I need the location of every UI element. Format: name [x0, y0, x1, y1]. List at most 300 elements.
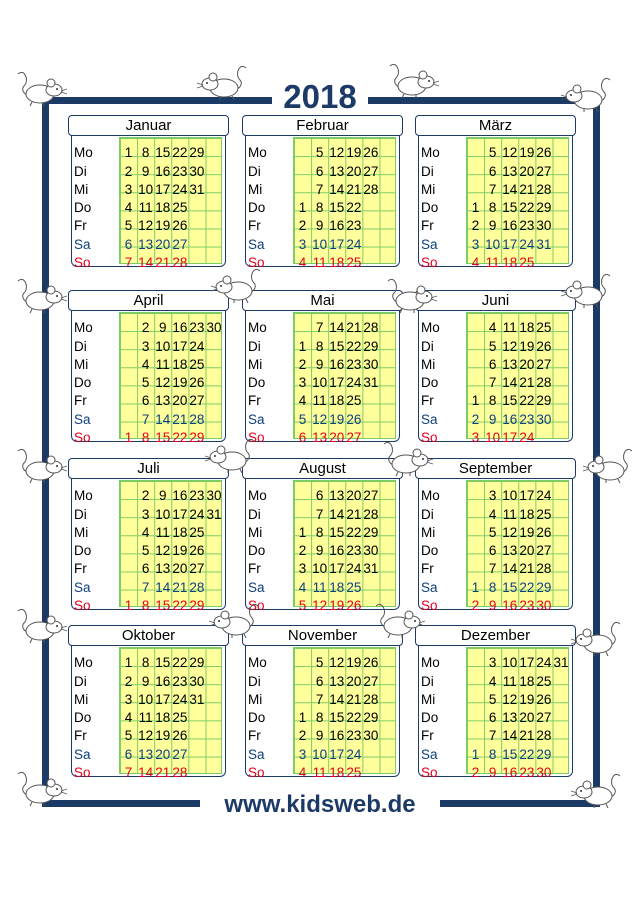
date-cell: 16 — [329, 728, 345, 743]
month-3 — [418, 117, 573, 270]
date-cell: 16 — [502, 218, 518, 233]
date-cell: 12 — [312, 412, 328, 427]
day-name: Sa — [248, 412, 265, 427]
date-cell: 21 — [346, 320, 362, 335]
date-cell: 17 — [502, 430, 518, 445]
date-cell: 18 — [155, 200, 171, 215]
date-cell: 4 — [141, 357, 150, 372]
mouse-icon — [372, 600, 426, 640]
date-cell: 9 — [315, 728, 324, 743]
date-cell: 6 — [488, 357, 497, 372]
date-cell: 29 — [363, 339, 379, 354]
month-7 — [71, 460, 226, 613]
date-cell: 16 — [155, 164, 171, 179]
date-cell: 7 — [141, 580, 150, 595]
day-name: Mo — [248, 488, 267, 503]
date-cell: 13 — [329, 488, 345, 503]
day-name: Di — [74, 674, 87, 689]
week-row — [248, 319, 400, 337]
month-name: Mai — [242, 290, 403, 311]
date-cell: 5 — [298, 598, 307, 613]
date-cell: 27 — [346, 430, 362, 445]
date-cell: 26 — [172, 728, 188, 743]
day-name: Do — [421, 200, 439, 215]
month-10 — [71, 627, 226, 780]
date-cell: 31 — [189, 692, 205, 707]
week-row — [248, 506, 400, 524]
date-cell: 12 — [155, 543, 171, 558]
date-cell: 15 — [329, 339, 345, 354]
date-cell: 24 — [536, 655, 552, 670]
date-cell: 22 — [519, 200, 535, 215]
date-cell: 9 — [315, 218, 324, 233]
date-cell: 19 — [519, 525, 535, 540]
date-cell: 28 — [363, 182, 379, 197]
mouse-icon — [386, 60, 440, 100]
date-cell: 7 — [315, 507, 324, 522]
week-row — [248, 560, 400, 578]
date-cell: 22 — [346, 710, 362, 725]
date-cell: 4 — [141, 525, 150, 540]
date-cell: 8 — [315, 200, 324, 215]
date-cell: 11 — [312, 255, 327, 270]
date-cell: 3 — [471, 237, 480, 252]
week-row — [248, 181, 400, 199]
date-cell: 1 — [298, 200, 307, 215]
day-name: So — [248, 765, 265, 780]
date-cell: 4 — [488, 507, 497, 522]
month-name: September — [415, 458, 576, 479]
day-name: Do — [421, 710, 439, 725]
date-cell: 20 — [519, 164, 535, 179]
week-row — [421, 392, 573, 410]
week-row — [74, 560, 226, 578]
month-name: März — [415, 115, 576, 136]
date-cell: 27 — [363, 488, 379, 503]
date-cell: 10 — [312, 375, 328, 390]
day-name: So — [248, 598, 265, 613]
date-cell: 3 — [298, 561, 307, 576]
day-name: Mi — [74, 182, 89, 197]
day-name: Fr — [421, 561, 434, 576]
date-cell: 3 — [298, 375, 307, 390]
date-cell: 23 — [172, 674, 188, 689]
day-name: So — [74, 255, 91, 270]
date-cell: 27 — [536, 164, 552, 179]
day-name: Fr — [248, 728, 261, 743]
date-cell: 14 — [138, 255, 154, 270]
date-cell: 8 — [315, 710, 324, 725]
date-cell: 7 — [488, 182, 497, 197]
date-cell: 3 — [488, 655, 497, 670]
mouse-icon — [384, 275, 438, 315]
date-cell: 15 — [329, 525, 345, 540]
mouse-icon — [582, 445, 636, 485]
date-cell: 6 — [315, 674, 324, 689]
day-name: Sa — [74, 580, 91, 595]
day-name: Mi — [248, 525, 263, 540]
date-cell: 21 — [346, 692, 362, 707]
week-row — [74, 673, 226, 691]
date-cell: 8 — [141, 655, 150, 670]
date-cell: 11 — [502, 507, 517, 522]
date-cell: 5 — [124, 728, 133, 743]
week-row — [74, 319, 226, 337]
day-name: Mo — [74, 488, 93, 503]
month-name: August — [242, 458, 403, 479]
date-cell: 10 — [502, 488, 518, 503]
date-cell: 21 — [155, 765, 171, 780]
date-cell: 16 — [329, 543, 345, 558]
date-cell: 1 — [471, 747, 480, 762]
date-cell: 20 — [519, 357, 535, 372]
date-cell: 16 — [329, 218, 345, 233]
date-cell: 27 — [536, 543, 552, 558]
date-cell: 31 — [206, 507, 222, 522]
day-name: Mo — [421, 655, 440, 670]
date-cell: 6 — [141, 393, 150, 408]
week-row — [74, 199, 226, 217]
date-cell: 4 — [124, 710, 133, 725]
date-cell: 16 — [155, 674, 171, 689]
date-cell: 19 — [155, 218, 171, 233]
date-cell: 28 — [189, 412, 205, 427]
week-row — [421, 524, 573, 542]
date-cell: 28 — [536, 375, 552, 390]
date-cell: 30 — [536, 218, 552, 233]
week-row — [248, 524, 400, 542]
date-cell: 27 — [172, 237, 188, 252]
date-cell: 29 — [536, 200, 552, 215]
date-cell: 25 — [346, 255, 362, 270]
date-cell: 10 — [138, 692, 154, 707]
day-name: Fr — [248, 561, 261, 576]
date-cell: 19 — [519, 339, 535, 354]
date-cell: 8 — [315, 525, 324, 540]
day-name: Sa — [248, 747, 265, 762]
date-cell: 13 — [155, 561, 171, 576]
week-row — [421, 487, 573, 505]
date-cell: 12 — [502, 525, 518, 540]
date-cell: 11 — [138, 710, 153, 725]
week-row — [74, 746, 226, 764]
week-row — [248, 709, 400, 727]
day-name: Do — [421, 375, 439, 390]
date-cell: 7 — [315, 692, 324, 707]
day-name: Di — [248, 507, 261, 522]
day-name: Sa — [248, 580, 265, 595]
date-cell: 30 — [206, 320, 222, 335]
date-cell: 26 — [172, 218, 188, 233]
week-row — [248, 746, 400, 764]
date-cell: 1 — [298, 525, 307, 540]
week-row — [74, 144, 226, 162]
date-cell: 15 — [329, 710, 345, 725]
date-cell: 17 — [172, 507, 188, 522]
week-row — [421, 319, 573, 337]
date-cell: 28 — [363, 507, 379, 522]
date-cell: 6 — [315, 488, 324, 503]
date-cell: 20 — [155, 237, 171, 252]
date-cell: 27 — [536, 357, 552, 372]
day-name: Mo — [74, 145, 93, 160]
date-cell: 9 — [488, 412, 497, 427]
date-cell: 25 — [536, 674, 552, 689]
date-cell: 10 — [502, 655, 518, 670]
date-cell: 28 — [363, 692, 379, 707]
date-cell: 2 — [298, 543, 307, 558]
day-name: Sa — [74, 237, 91, 252]
date-cell: 29 — [189, 655, 205, 670]
date-cell: 18 — [329, 580, 345, 595]
date-cell: 24 — [189, 507, 205, 522]
day-name: Mi — [74, 357, 89, 372]
date-cell: 14 — [155, 580, 171, 595]
week-row — [421, 560, 573, 578]
date-cell: 20 — [346, 164, 362, 179]
date-cell: 1 — [298, 710, 307, 725]
date-cell: 5 — [488, 145, 497, 160]
date-cell: 7 — [488, 728, 497, 743]
day-name: Di — [421, 507, 434, 522]
date-cell: 22 — [346, 339, 362, 354]
date-cell: 13 — [155, 393, 171, 408]
date-cell: 20 — [172, 561, 188, 576]
date-cell: 24 — [172, 182, 188, 197]
date-cell: 6 — [488, 543, 497, 558]
date-cell: 20 — [329, 430, 345, 445]
date-cell: 2 — [471, 598, 480, 613]
week-row — [421, 163, 573, 181]
date-cell: 10 — [485, 237, 501, 252]
day-name: Di — [421, 164, 434, 179]
date-cell: 2 — [141, 320, 150, 335]
week-row — [74, 524, 226, 542]
date-cell: 12 — [138, 218, 154, 233]
date-cell: 29 — [189, 145, 205, 160]
date-cell: 30 — [206, 488, 222, 503]
date-cell: 25 — [346, 393, 362, 408]
date-cell: 18 — [519, 674, 535, 689]
date-cell: 5 — [488, 339, 497, 354]
day-name: Mo — [421, 320, 440, 335]
date-cell: 10 — [155, 339, 171, 354]
week-row — [74, 579, 226, 597]
week-row — [248, 338, 400, 356]
date-cell: 23 — [172, 164, 188, 179]
month-name: Februar — [242, 115, 403, 136]
date-cell: 20 — [346, 674, 362, 689]
date-cell: 25 — [346, 765, 362, 780]
week-row — [421, 746, 573, 764]
day-name: Fr — [421, 728, 434, 743]
date-cell: 3 — [141, 339, 150, 354]
day-name: So — [248, 430, 265, 445]
date-cell: 4 — [298, 765, 307, 780]
week-row — [248, 429, 400, 447]
calendar-year: 2018 — [272, 74, 368, 120]
month-6 — [418, 292, 573, 445]
date-cell: 4 — [298, 393, 307, 408]
date-cell: 27 — [363, 164, 379, 179]
week-row — [248, 411, 400, 429]
week-row — [421, 144, 573, 162]
week-row — [248, 691, 400, 709]
date-cell: 17 — [329, 237, 345, 252]
day-name: Mi — [421, 692, 436, 707]
date-cell: 17 — [155, 692, 171, 707]
date-cell: 1 — [471, 200, 480, 215]
day-name: Sa — [421, 580, 438, 595]
date-cell: 8 — [141, 430, 150, 445]
date-cell: 17 — [155, 182, 171, 197]
date-cell: 18 — [172, 357, 188, 372]
date-cell: 14 — [329, 692, 345, 707]
date-cell: 25 — [346, 580, 362, 595]
mouse-icon — [204, 435, 258, 475]
day-name: Sa — [74, 412, 91, 427]
week-row — [421, 217, 573, 235]
mouse-icon — [380, 438, 434, 478]
date-cell: 2 — [124, 164, 133, 179]
date-cell: 12 — [502, 692, 518, 707]
day-name: Di — [248, 164, 261, 179]
date-cell: 16 — [329, 357, 345, 372]
mouse-icon — [14, 768, 68, 808]
date-cell: 18 — [502, 255, 518, 270]
date-cell: 1 — [298, 339, 307, 354]
day-name: Di — [248, 339, 261, 354]
day-name: Sa — [421, 412, 438, 427]
month-name: Oktober — [68, 625, 229, 646]
date-cell: 15 — [502, 393, 518, 408]
date-cell: 17 — [329, 375, 345, 390]
date-cell: 5 — [488, 525, 497, 540]
date-cell: 31 — [189, 182, 205, 197]
date-cell: 7 — [124, 255, 133, 270]
date-cell: 2 — [141, 488, 150, 503]
month-4 — [71, 292, 226, 445]
week-row — [421, 691, 573, 709]
week-row — [248, 764, 400, 782]
date-cell: 30 — [363, 357, 379, 372]
date-cell: 21 — [172, 580, 188, 595]
date-cell: 9 — [488, 765, 497, 780]
date-cell: 12 — [502, 145, 518, 160]
mouse-icon — [14, 68, 68, 108]
month-8 — [245, 460, 400, 613]
date-cell: 30 — [363, 543, 379, 558]
week-row — [74, 691, 226, 709]
date-cell: 15 — [329, 200, 345, 215]
month-11 — [245, 627, 400, 780]
date-cell: 13 — [329, 674, 345, 689]
date-cell: 30 — [189, 164, 205, 179]
week-row — [74, 338, 226, 356]
date-cell: 2 — [471, 765, 480, 780]
day-name: Do — [421, 543, 439, 558]
date-cell: 16 — [502, 412, 518, 427]
week-row — [74, 411, 226, 429]
day-name: Mi — [248, 182, 263, 197]
week-row — [248, 356, 400, 374]
date-cell: 26 — [346, 412, 362, 427]
week-row — [74, 542, 226, 560]
date-cell: 5 — [141, 375, 150, 390]
date-cell: 19 — [519, 145, 535, 160]
date-cell: 15 — [155, 145, 171, 160]
day-name: So — [421, 765, 438, 780]
date-cell: 8 — [488, 747, 497, 762]
date-cell: 7 — [315, 182, 324, 197]
week-row — [74, 506, 226, 524]
date-cell: 1 — [124, 598, 133, 613]
date-cell: 16 — [502, 598, 518, 613]
date-cell: 7 — [315, 320, 324, 335]
day-name: Mo — [248, 655, 267, 670]
date-cell: 25 — [189, 357, 205, 372]
date-cell: 9 — [315, 357, 324, 372]
mouse-icon — [560, 74, 614, 114]
date-cell: 26 — [189, 543, 205, 558]
week-row — [421, 579, 573, 597]
date-cell: 27 — [189, 393, 205, 408]
mouse-icon — [196, 62, 250, 102]
day-name: So — [248, 255, 265, 270]
week-row — [248, 236, 400, 254]
date-cell: 14 — [502, 375, 518, 390]
week-row — [421, 429, 573, 447]
date-cell: 21 — [346, 507, 362, 522]
week-row — [74, 217, 226, 235]
date-cell: 15 — [155, 598, 171, 613]
day-name: Mo — [421, 488, 440, 503]
week-row — [421, 236, 573, 254]
date-cell: 29 — [363, 525, 379, 540]
date-cell: 17 — [329, 747, 345, 762]
day-name: Do — [74, 375, 92, 390]
date-cell: 23 — [519, 765, 535, 780]
date-cell: 17 — [502, 237, 518, 252]
week-row — [74, 236, 226, 254]
date-cell: 19 — [329, 598, 345, 613]
date-cell: 9 — [315, 543, 324, 558]
week-row — [421, 764, 573, 782]
date-cell: 23 — [346, 357, 362, 372]
month-12 — [418, 627, 573, 780]
date-cell: 3 — [124, 692, 133, 707]
date-cell: 5 — [315, 145, 324, 160]
date-cell: 19 — [172, 543, 188, 558]
day-name: Fr — [74, 218, 87, 233]
day-name: Do — [74, 710, 92, 725]
date-cell: 24 — [346, 375, 362, 390]
date-cell: 11 — [502, 674, 517, 689]
week-row — [421, 411, 573, 429]
date-cell: 31 — [536, 237, 552, 252]
mouse-icon — [560, 270, 614, 310]
day-name: Fr — [74, 561, 87, 576]
date-cell: 1 — [471, 580, 480, 595]
date-cell: 2 — [471, 412, 480, 427]
date-cell: 2 — [124, 674, 133, 689]
date-cell: 16 — [502, 765, 518, 780]
month-name: Dezember — [415, 625, 576, 646]
month-name: Januar — [68, 115, 229, 136]
date-cell: 21 — [346, 182, 362, 197]
date-cell: 20 — [519, 710, 535, 725]
date-cell: 5 — [124, 218, 133, 233]
